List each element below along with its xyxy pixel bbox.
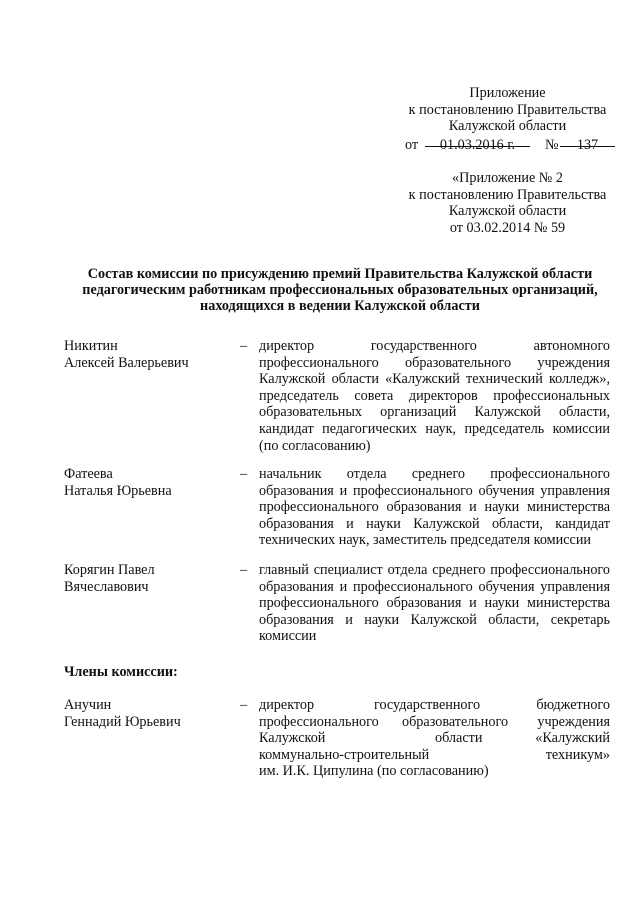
- position-line: [259, 697, 610, 714]
- number-sign: №: [545, 137, 559, 153]
- person-position: главный специалист отдела среднего профессионального образования и профессионального обучения управления профессионального образования и науки министерства образования и науки Калужской области, секретарь комиссии: [259, 562, 610, 645]
- word: Калужской: [259, 730, 326, 747]
- word: профессионального: [259, 713, 379, 730]
- number-value: [560, 137, 615, 154]
- word: директор: [259, 697, 315, 713]
- word: «Калужский: [535, 730, 610, 747]
- document-title: [70, 266, 610, 314]
- word: им. И.К. Ципулина (по согласованию): [259, 763, 489, 780]
- person-name: [64, 697, 234, 730]
- dash-separator: –: [240, 338, 248, 354]
- person-name: [64, 562, 234, 595]
- appendix2-line: Калужской области: [448, 203, 567, 220]
- position-line: [259, 763, 610, 780]
- word: образовательного: [402, 713, 509, 730]
- appendix2-header: [405, 170, 610, 236]
- given-names: Вячеславович: [64, 578, 149, 595]
- number-value-text: 137: [576, 137, 599, 153]
- appendix-line: к постановлению Правительства: [408, 101, 607, 118]
- given-names: Наталья Юрьевна: [64, 482, 172, 499]
- word: области: [435, 730, 483, 747]
- person-position: директор государственного автономного профессионального образовательного учреждения Калужской области «Калужский технический колледж», председатель совета директоров профессиональных образовательных организаций Калужской области, кандидат педагогических наук, председатель комиссии (по согласованию): [259, 338, 610, 454]
- position-line: [259, 747, 610, 764]
- person-name: [64, 466, 234, 499]
- person-position: [259, 697, 610, 780]
- person-position: начальник отдела среднего профессионального образования и профессионального обучения управления профессионального образования и науки министерства образования и науки Калужской области, кандидат технических наук, заместитель председателя комиссии: [259, 466, 610, 549]
- surname: Никитин: [64, 338, 118, 354]
- appendix2-line: к постановлению Правительства: [408, 186, 607, 203]
- appendix-date-line: [405, 137, 615, 157]
- surname: Фатеева: [64, 466, 113, 482]
- dash-separator: –: [240, 466, 248, 482]
- date-prefix: от: [405, 137, 419, 153]
- title-line: Состав комиссии по присуждению премий Правительства Калужской области: [87, 266, 593, 282]
- appendix-line: Приложение: [469, 85, 546, 101]
- dash-separator: –: [240, 697, 248, 713]
- number-underline: [560, 146, 615, 147]
- word: государственного: [374, 697, 481, 713]
- given-names: Алексей Валерьевич: [64, 354, 189, 371]
- date-value-text: 01.03.2016 г.: [439, 137, 516, 153]
- members-heading: Члены комиссии:: [64, 664, 178, 680]
- position-line: [259, 730, 610, 747]
- date-value: [425, 137, 530, 154]
- position-line: [259, 714, 610, 731]
- date-underline: [425, 146, 530, 147]
- surname: Анучин: [64, 697, 112, 713]
- appendix-header: [405, 85, 610, 135]
- person-name: [64, 338, 234, 371]
- word: учреждения: [537, 713, 610, 730]
- word: бюджетного: [536, 697, 610, 713]
- appendix2-line: от 03.02.2014 № 59: [449, 219, 566, 236]
- given-names: Геннадий Юрьевич: [64, 713, 181, 730]
- appendix2-line: «Приложение № 2: [452, 170, 563, 186]
- word: техникум»: [545, 746, 610, 763]
- dash-separator: –: [240, 562, 248, 578]
- title-line: находящихся в ведении Калужской области: [200, 298, 480, 314]
- appendix-line: Калужской области: [448, 118, 567, 135]
- title-line: педагогическим работникам профессиональных образовательных организаций,: [82, 282, 598, 298]
- surname: Корягин Павел: [64, 562, 155, 578]
- word: коммунально-строительный: [259, 746, 430, 763]
